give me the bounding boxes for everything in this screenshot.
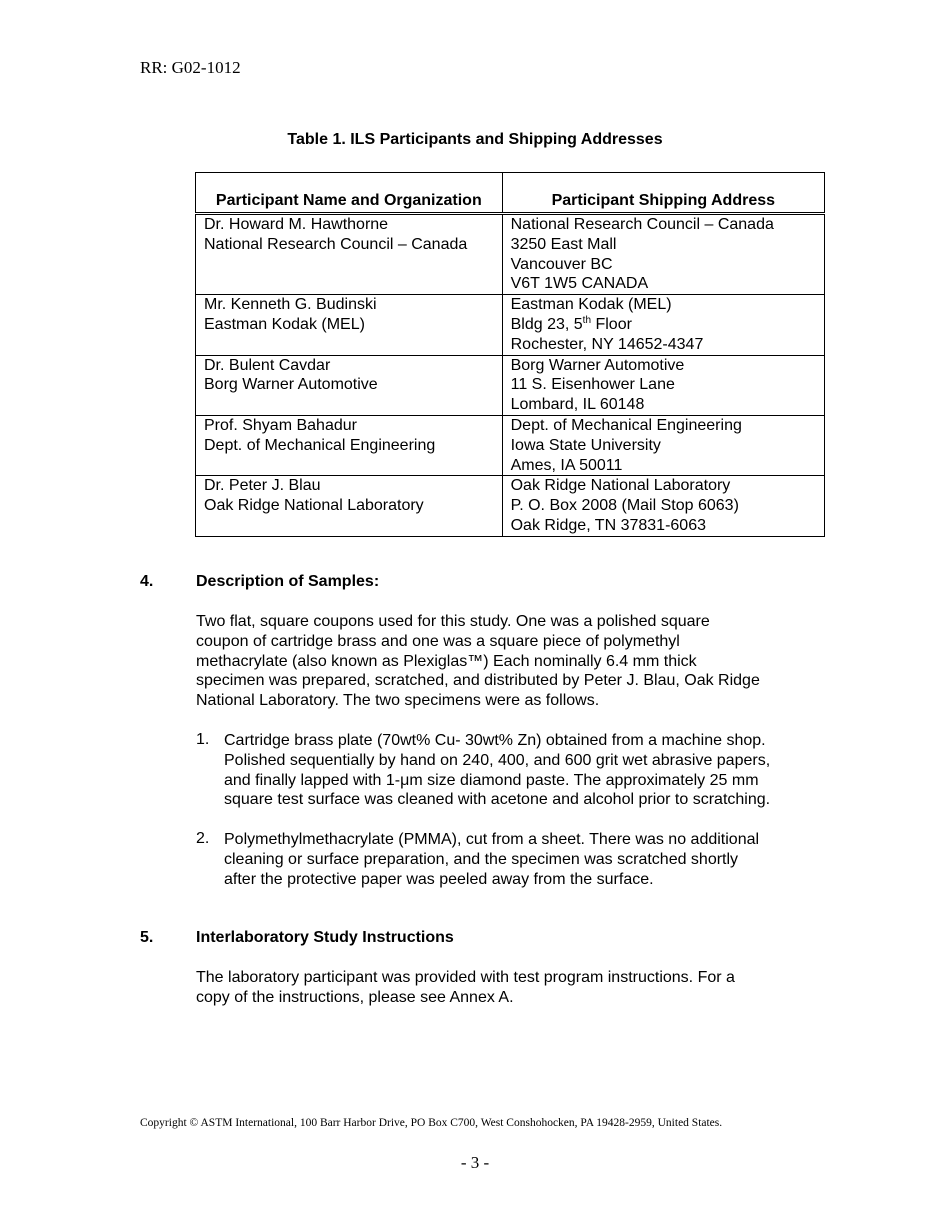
table-caption: Table 1. ILS Participants and Shipping Addresses — [287, 131, 663, 148]
superscript-ordinal: th — [582, 314, 592, 326]
participant-name: Dr. Bulent Cavdar — [204, 356, 331, 374]
address-line: Oak Ridge National Laboratory — [510, 477, 731, 495]
section-number: 4. — [140, 573, 154, 590]
participant-organization: Dept. of Mechanical Engineering — [204, 436, 436, 454]
list-item-number: 1. — [196, 731, 210, 748]
section-paragraph — [196, 612, 760, 711]
address-cell — [502, 214, 824, 295]
address-line: 11 S. Eisenhower Lane — [510, 376, 675, 394]
page-number: - 3 - — [460, 1153, 490, 1172]
copyright-notice: Copyright © ASTM International, 100 Barr Harbor Drive, PO Box C700, West Conshohocken, PA 19428-2959, United States. — [140, 1117, 723, 1129]
address-line: Dept. of Mechanical Engineering — [510, 416, 742, 434]
participant-organization: Eastman Kodak (MEL) — [204, 315, 365, 333]
list-item-line: cleaning or surface preparation, and the specimen was scratched shortly — [224, 850, 739, 868]
participant-cell — [196, 214, 503, 295]
address-line: Vancouver BC — [510, 255, 613, 273]
participant-organization: Oak Ridge National Laboratory — [204, 497, 424, 515]
address-cell — [502, 355, 824, 415]
list-item — [224, 830, 759, 889]
column-header-participant: Participant Name and Organization — [196, 173, 503, 214]
table-row — [196, 214, 825, 295]
address-line: Eastman Kodak (MEL) — [510, 296, 672, 314]
address-line: P. O. Box 2008 (Mail Stop 6063) — [510, 497, 739, 515]
participant-cell — [196, 415, 503, 475]
table-row — [196, 295, 825, 355]
paragraph-line: methacrylate (also known as Plexiglas™) Each nominally 6.4 mm thick — [196, 652, 697, 670]
address-line: Borg Warner Automotive — [510, 356, 685, 374]
section-heading: Description of Samples: — [196, 573, 380, 590]
address-line: Lombard, IL 60148 — [510, 396, 645, 414]
participant-name: Dr. Peter J. Blau — [204, 477, 321, 495]
table-header-row — [196, 173, 825, 214]
address-cell — [502, 295, 824, 355]
participant-cell — [196, 355, 503, 415]
address-line-part: Floor — [591, 315, 632, 333]
address-line: National Research Council – Canada — [510, 216, 774, 233]
participant-cell — [196, 295, 503, 355]
paragraph-line: coupon of cartridge brass and one was a square piece of polymethyl — [196, 632, 680, 650]
address-cell — [502, 476, 824, 536]
section-heading: Interlaboratory Study Instructions — [196, 929, 454, 946]
section-paragraph — [196, 968, 735, 1008]
list-item-line: Cartridge brass plate (70wt% Cu- 30wt% Zn) obtained from a machine shop. — [224, 732, 766, 749]
list-item-line: after the protective paper was peeled away from the surface. — [224, 870, 654, 888]
list-item-line: Polished sequentially by hand on 240, 400, and 600 grit wet abrasive papers, — [224, 751, 771, 769]
participant-organization: Borg Warner Automotive — [204, 376, 378, 394]
address-line: Rochester, NY 14652-4347 — [510, 335, 704, 353]
participant-name: Dr. Howard M. Hawthorne — [204, 216, 389, 233]
address-line: V6T 1W5 CANADA — [510, 275, 649, 293]
list-item — [224, 731, 770, 810]
list-item-line: and finally lapped with 1-μm size diamond paste. The approximately 25 mm — [224, 771, 759, 789]
table-row — [196, 355, 825, 415]
participant-name: Prof. Shyam Bahadur — [204, 416, 357, 434]
table-row — [196, 476, 825, 536]
list-item-line: Polymethylmethacrylate (PMMA), cut from a sheet. There was no additional — [224, 831, 760, 848]
table-row — [196, 415, 825, 475]
participant-organization: National Research Council – Canada — [204, 235, 468, 253]
address-cell — [502, 415, 824, 475]
address-line: Iowa State University — [510, 436, 661, 454]
paragraph-line: Two flat, square coupons used for this study. One was a polished square — [196, 613, 710, 630]
section-number: 5. — [140, 929, 154, 946]
address-line: 3250 East Mall — [510, 235, 617, 253]
document-code: RR: G02-1012 — [140, 58, 241, 77]
participant-cell — [196, 476, 503, 536]
paragraph-line: specimen was prepared, scratched, and distributed by Peter J. Blau, Oak Ridge — [196, 672, 760, 690]
paragraph-line: The laboratory participant was provided with test program instructions. For a — [196, 969, 735, 986]
participants-table — [195, 172, 825, 537]
participant-name: Mr. Kenneth G. Budinski — [204, 296, 377, 314]
address-line: Ames, IA 50011 — [510, 456, 623, 474]
address-line: Oak Ridge, TN 37831-6063 — [510, 516, 706, 534]
paragraph-line: National Laboratory. The two specimens were as follows. — [196, 692, 600, 710]
address-line-part: Bldg 23, 5 — [510, 315, 583, 333]
column-header-address: Participant Shipping Address — [502, 173, 824, 214]
address-line — [511, 315, 816, 335]
list-item-line: square test surface was cleaned with acetone and alcohol prior to scratching. — [224, 791, 771, 809]
list-item-number: 2. — [196, 830, 210, 847]
paragraph-line: copy of the instructions, please see Annex A. — [196, 988, 514, 1006]
